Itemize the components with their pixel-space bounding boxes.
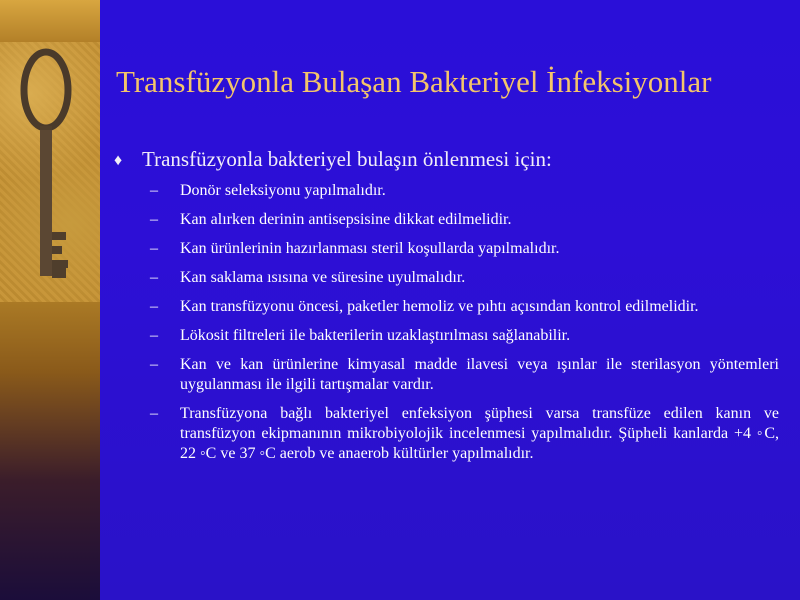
key-photo bbox=[0, 42, 100, 302]
diamond-bullet-icon: ♦ bbox=[114, 152, 123, 169]
slide-content bbox=[114, 144, 779, 473]
dash-icon: – bbox=[150, 182, 158, 199]
list-item: – Donör seleksiyonu yapılmalıdır. bbox=[150, 182, 386, 199]
list-item: – Kan ürünlerinin hazırlanması steril koşullarda yapılmalıdır. bbox=[150, 240, 560, 257]
top-bar bbox=[0, 0, 100, 42]
slide-title: Transfüzyonla Bulaşan Bakteriyel İnfeksiyonlar bbox=[116, 64, 712, 99]
antique-key-icon bbox=[0, 42, 100, 302]
sub-bullet-list bbox=[114, 181, 779, 464]
list-item: – Kan saklama ısısına ve süresine uyulmalıdır. bbox=[150, 269, 466, 286]
list-item: – Kan ve kan ürünlerine kimyasal madde ilavesi veya ışınlar ile sterilasyon yöntemleri uygulanması ile ilgili tartışmalar vardır. bbox=[150, 356, 779, 393]
list-item: – Kan alırken derinin antisepsisine dikkat edilmelidir. bbox=[150, 211, 512, 228]
dash-icon: – bbox=[150, 240, 158, 257]
list-item: – Lökosit filtreleri ile bakterilerin uzaklaştırılması sağlanabilir. bbox=[150, 327, 571, 344]
dash-icon: – bbox=[150, 327, 158, 344]
dash-icon: – bbox=[150, 298, 158, 315]
dash-icon: – bbox=[150, 269, 158, 286]
dash-icon: – bbox=[150, 405, 158, 422]
dash-icon: – bbox=[150, 356, 158, 373]
list-item: – Kan transfüzyonu öncesi, paketler hemoliz ve pıhtı açısından kontrol edilmelidir. bbox=[150, 298, 699, 315]
dash-icon: – bbox=[150, 211, 158, 228]
list-item: – Transfüzyona bağlı bakteriyel enfeksiyon şüphesi varsa transfüze edilen kanın ve transfüzyon ekipmanının mikrobiyolojik incelenmesi yapılmalıdır. Şüpheli kanlarda +4 ◦C, 22 ◦C ve 37 ◦C aerob ve anaerob kültürler yapılmalıdır. bbox=[150, 405, 779, 462]
main-bullet-text: Transfüzyonla bakteriyel bulaşın önlenmesi için: bbox=[142, 147, 552, 171]
main-bullet bbox=[114, 144, 779, 176]
